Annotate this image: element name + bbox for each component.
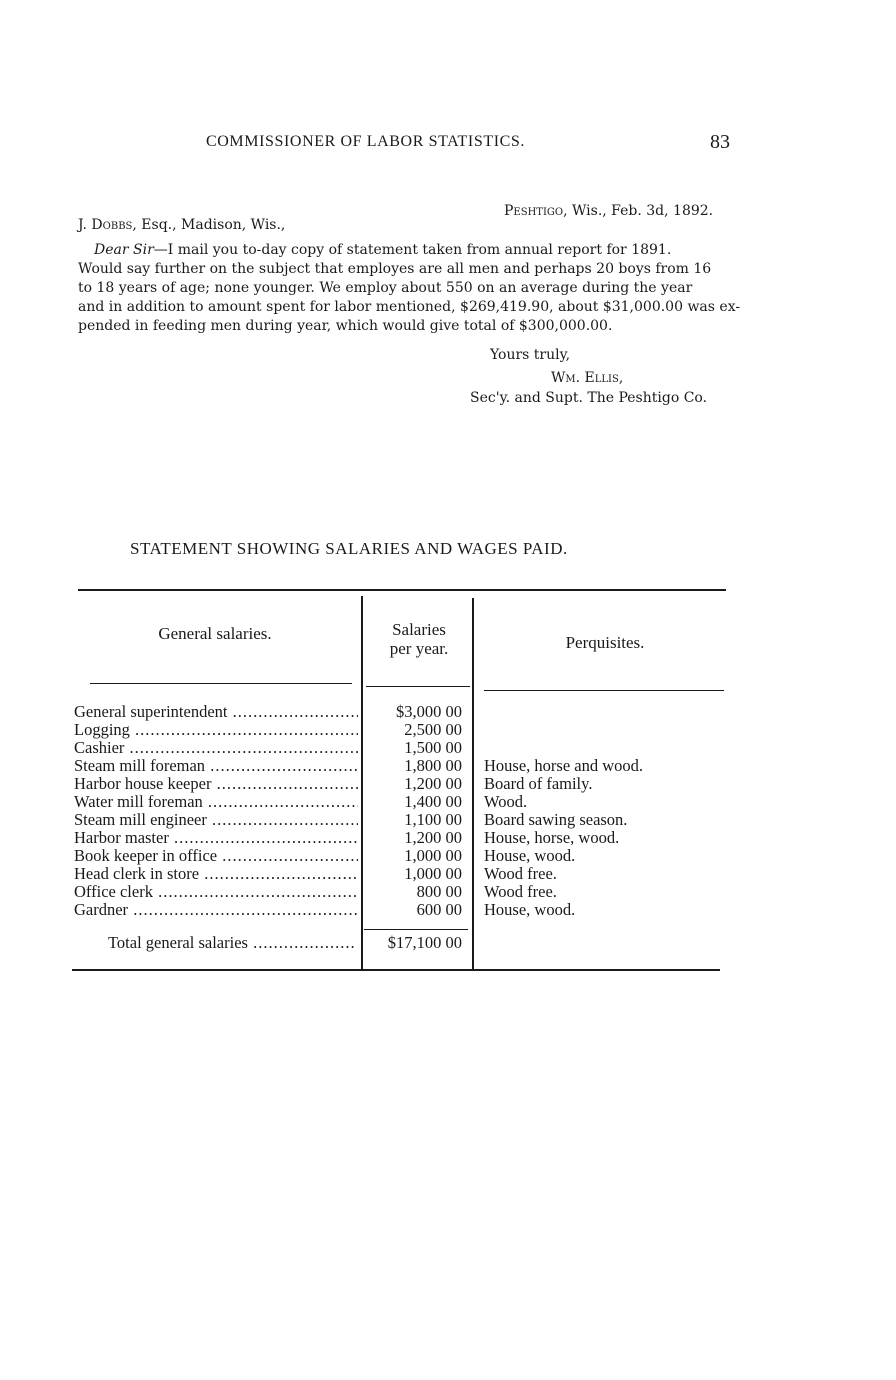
- perquisites: Wood free.: [484, 882, 557, 901]
- salary-amount: 1,000 00: [404, 864, 462, 883]
- salary-amount: 1,200 00: [404, 828, 462, 847]
- letter-line: Would say further on the subject that employes are all men and perhaps 20 boys from 16: [78, 261, 712, 277]
- total-rule: [364, 929, 468, 930]
- letter-signature: Wm. Ellis,: [551, 370, 624, 386]
- salary-amount: 800 00: [416, 882, 462, 901]
- table-row: [74, 721, 894, 739]
- salary-amount: 1,800 00: [404, 756, 462, 775]
- letter-place-date: [504, 203, 713, 219]
- position-label: Steam mill engineer .....: [74, 811, 358, 829]
- position-label: Steam mill foreman .....: [74, 757, 358, 775]
- column-header-perquisites: Perquisites.: [565, 633, 645, 652]
- position-label: Head clerk in store .....: [74, 865, 358, 883]
- salary-amount: 2,500 00: [404, 720, 462, 739]
- addressee-address: , Esq., Madison, Wis.,: [132, 217, 286, 233]
- table-row: [74, 811, 894, 829]
- salary-amount: 1,400 00: [404, 792, 462, 811]
- letter-closing: Yours truly,: [490, 347, 571, 363]
- table-title: STATEMENT SHOWING SALARIES AND WAGES PAID.: [130, 539, 568, 558]
- position-label: General superintendent .....: [74, 703, 358, 721]
- letter-place: Peshtigo: [504, 203, 564, 219]
- salutation: Dear Sir: [94, 242, 154, 258]
- header-rule-col1: [90, 683, 352, 684]
- table-row: [74, 883, 894, 901]
- table-row: [74, 739, 894, 757]
- position-label: Logging .....: [74, 721, 358, 739]
- table-top-rule: [78, 589, 726, 591]
- perquisites: Board sawing season.: [484, 810, 628, 829]
- position-label: Harbor house keeper .....: [74, 775, 358, 793]
- letter-signature-title: Sec'y. and Supt. The Peshtigo Co.: [470, 390, 708, 406]
- position-label: Gardner .....: [74, 901, 358, 919]
- total-label: Total general salaries .....: [108, 933, 356, 953]
- running-head: COMMISSIONER OF LABOR STATISTICS.: [206, 133, 526, 150]
- salary-table-body: [74, 703, 894, 919]
- total-amount: $17,100 00: [387, 933, 462, 952]
- perquisites: House, horse, wood.: [484, 828, 620, 847]
- letter-date: , Wis., Feb. 3d, 1892.: [563, 203, 714, 219]
- letter-addressee: [78, 217, 285, 233]
- salary-amount: 1,000 00: [404, 846, 462, 865]
- perquisites: Wood.: [484, 792, 528, 811]
- header-rule-col2: [366, 686, 470, 687]
- letter-line: Dear Sir—I mail you to-day copy of statement taken from annual report for 1891.: [94, 242, 672, 258]
- table-row: [74, 829, 894, 847]
- addressee-name: J. Dobbs: [78, 217, 133, 233]
- perquisites: House, wood.: [484, 846, 576, 865]
- salary-amount: 1,100 00: [404, 810, 462, 829]
- column-header-general-salaries: General salaries.: [158, 624, 272, 643]
- perquisites: Board of family.: [484, 774, 593, 793]
- letter-body: [78, 241, 741, 336]
- table-row: [74, 703, 894, 721]
- letter-line: to 18 years of age; none younger. We employ about 550 on an average during the year: [78, 280, 693, 296]
- column-header-salaries-line2: per year.: [389, 639, 449, 658]
- table-row: [74, 865, 894, 883]
- letter-line: pended in feeding men during year, which would give total of $300,000.00.: [78, 318, 613, 334]
- position-label: Harbor master .....: [74, 829, 358, 847]
- table-row: [74, 775, 894, 793]
- letter-line: and in addition to amount spent for labor mentioned, $269,419.90, about $31,000.00 was ex-: [78, 299, 741, 315]
- table-row: [74, 757, 894, 775]
- position-label: Water mill foreman .....: [74, 793, 358, 811]
- salary-amount: $3,000 00: [396, 702, 462, 721]
- perquisites: Wood free.: [484, 864, 557, 883]
- position-label: Cashier .....: [74, 739, 358, 757]
- position-label: Book keeper in office .....: [74, 847, 358, 865]
- salary-amount: 600 00: [416, 900, 462, 919]
- column-header-salaries-line1: Salaries: [392, 620, 446, 639]
- perquisites: House, wood.: [484, 900, 576, 919]
- table-bottom-rule: [72, 969, 720, 971]
- perquisites: House, horse and wood.: [484, 756, 644, 775]
- position-label: Office clerk .....: [74, 883, 358, 901]
- table-row: [74, 847, 894, 865]
- salary-amount: 1,500 00: [404, 738, 462, 757]
- salary-amount: 1,200 00: [404, 774, 462, 793]
- table-row: [74, 901, 894, 919]
- page-number: 83: [710, 131, 730, 153]
- table-row: [74, 793, 894, 811]
- header-rule-col3: [484, 690, 724, 691]
